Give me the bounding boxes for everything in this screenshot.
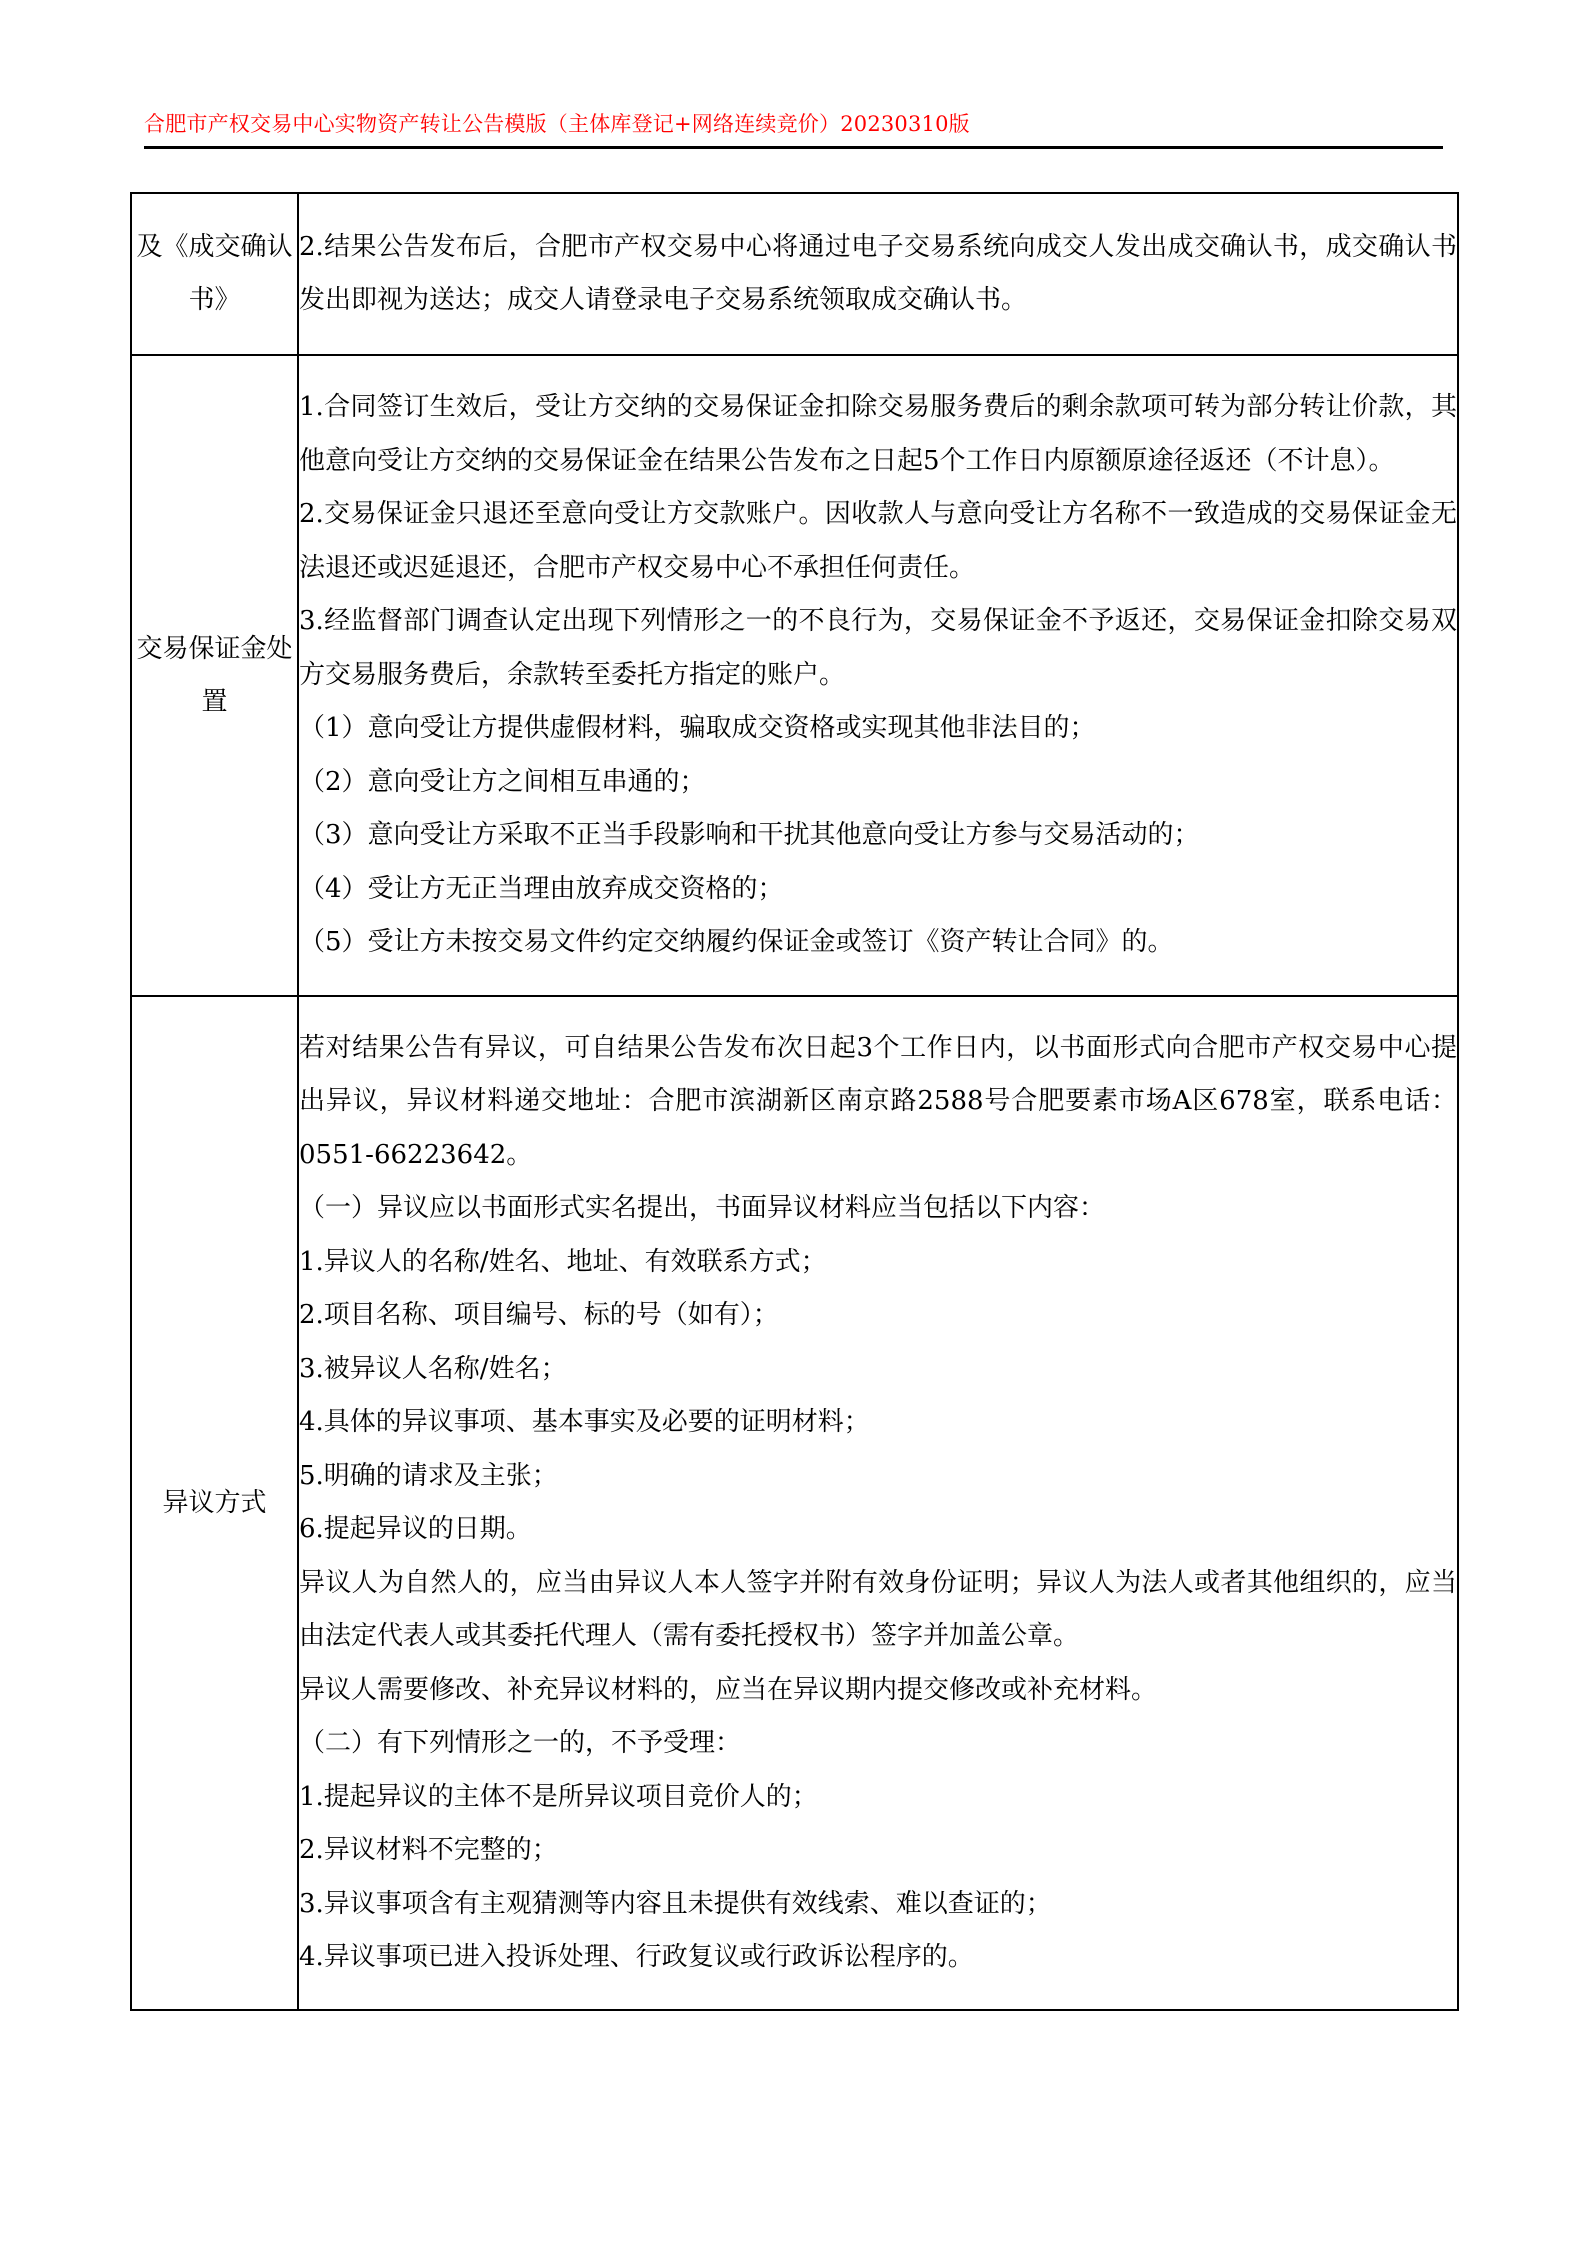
list-item: 4.具体的异议事项、基本事实及必要的证明材料； [299,1407,870,1437]
paragraph: 2.结果公告发布后，合肥市产权交易中心将通过电子交易系统向成交人发出成交确认书，成交确认书发出即视为送达；成交人请登录电子交易系统领取成交确认书。 [299,231,1457,315]
list-item: 2.项目名称、项目编号、标的号（如有）； [299,1300,779,1330]
paragraph: （一）异议应以书面形式实名提出，书面异议材料应当包括以下内容： [299,1193,1106,1223]
page-header [144,110,1443,138]
row-content-cell [298,996,1458,2010]
paragraph: 若对结果公告有异议，可自结果公告发布次日起3个工作日内，以书面形式向合肥市产权交易中心提出异议，异议材料递交地址：合肥市滨湖新区南京路2588号合肥要素市场A区678室，联系电话：0551-66223642。 [299,1032,1457,1170]
paragraph: 异议人为自然人的，应当由异议人本人签字并附有效身份证明；异议人为法人或者其他组织的，应当由法定代表人或其委托代理人（需有委托授权书）签字并加盖公章。 [299,1567,1457,1651]
list-item: （5）受让方未按交易文件约定交纳履约保证金或签订《资产转让合同》的。 [299,927,1174,958]
table-row-deposit-handling [131,355,1458,996]
list-item: 1.异议人的名称/姓名、地址、有效联系方式； [299,1246,827,1277]
list-item: 2.异议材料不完整的； [299,1835,558,1865]
paragraph: 1.合同签订生效后，受让方交纳的交易保证金扣除交易服务费后的剩余款项可转为部分转让价款，其他意向受让方交纳的交易保证金在结果公告发布之日起5个工作日内原额原途径返还（不计息）。 [299,392,1457,476]
list-item: （2）意向受让方之间相互串通的； [299,766,706,797]
paragraph: （二）有下列情形之一的，不予受理： [299,1728,742,1758]
table-row-confirmation [131,193,1458,355]
list-item: 3.被异议人名称/姓名； [299,1353,567,1384]
document-header-title: 合肥市产权交易中心实物资产转让公告模版（主体库登记+网络连续竞价）20230310版 [144,112,970,136]
paragraph: 2.交易保证金只退还至意向受让方交款账户。因收款人与意向受让方名称不一致造成的交易保证金无法退还或迟延退还，合肥市产权交易中心不承担任何责任。 [299,499,1457,583]
row-label-cell [131,193,298,355]
row-label: 交易保证金处置 [136,633,293,717]
list-item: （1）意向受让方提供虚假材料，骗取成交资格或实现其他非法目的； [299,713,1096,744]
header-divider [144,146,1443,149]
list-item: （4）受让方无正当理由放弃成交资格的； [299,873,784,904]
row-label-cell [131,355,298,996]
paragraph: 异议人需要修改、补充异议材料的，应当在异议期内提交修改或补充材料。 [299,1674,1158,1705]
row-content-cell [298,355,1458,996]
row-label: 及《成交确认书》 [136,232,293,315]
list-item: （3）意向受让方采取不正当手段影响和干扰其他意向受让方参与交易活动的； [299,820,1200,851]
row-label-cell [131,996,298,2010]
paragraph: 3.经监督部门调查认定出现下列情形之一的不良行为，交易保证金不予返还，交易保证金扣除交易双方交易服务费后，余款转至委托方指定的账户。 [299,606,1457,690]
list-item: 3.异议事项含有主观猜测等内容且未提供有效线索、难以查证的； [299,1888,1052,1919]
announcement-table [130,192,1459,2011]
list-item: 1.提起异议的主体不是所异议项目竞价人的； [299,1781,818,1812]
row-content-cell [298,193,1458,355]
list-item: 5.明确的请求及主张； [299,1460,558,1491]
list-item: 4.异议事项已进入投诉处理、行政复议或行政诉讼程序的。 [299,1942,974,1972]
list-item: 6.提起异议的日期。 [299,1514,532,1544]
row-label: 异议方式 [162,1487,267,1518]
table-row-objection-method [131,996,1458,2010]
